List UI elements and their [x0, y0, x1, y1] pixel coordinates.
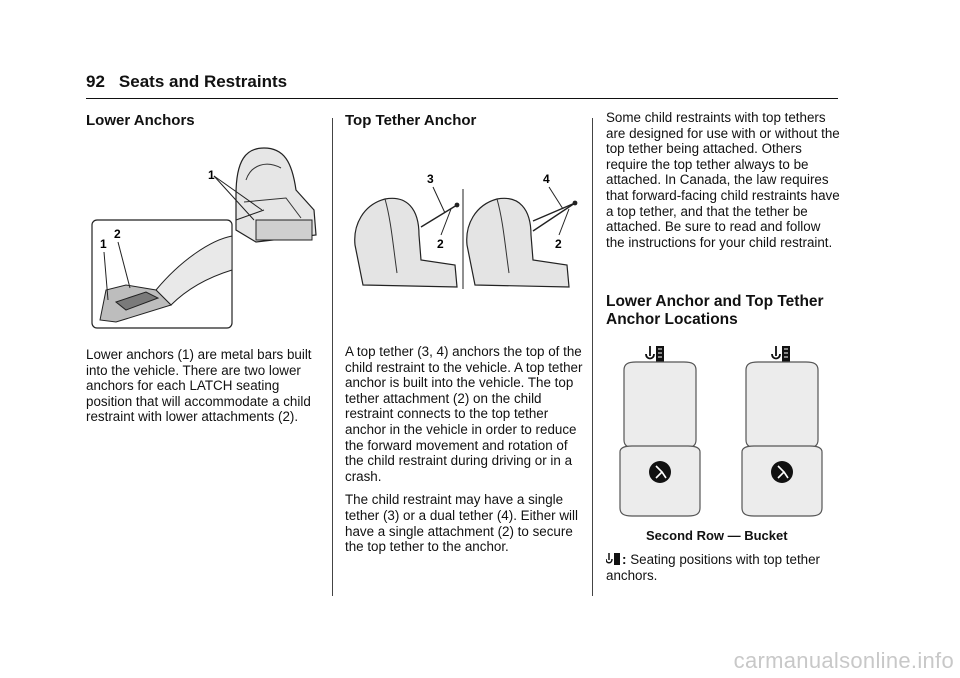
section-title: Seats and Restraints [118, 72, 288, 91]
top-tether-text [345, 344, 583, 555]
header-rule [86, 98, 838, 99]
seat-locations-diagram [612, 340, 842, 520]
tether-usage-text: Some child restraints with top tethers are designed for use with or without the top tether being attached. Others require the top tether always to be attached. In Canada, the law requires that forward-facing child restraints have a top tether, and that the tether be attached. Be sure to read and follow the instructions for your child restraint. [606, 110, 840, 250]
figure-label-3: 3 [427, 172, 434, 186]
seat-right [742, 362, 822, 516]
lower-anchors-text: Lower anchors (1) are metal bars built into the vehicle. There are two lower anchors for each LATCH seating position that will accommodate a child restraint with lower attachments (2). [86, 347, 312, 425]
tether-anchor-icon-right [772, 346, 790, 362]
top-tether-heading: Top Tether Anchor [345, 112, 477, 129]
column-divider-1 [332, 118, 333, 596]
tether-anchor-icon-left [646, 346, 664, 362]
page-number: 92 [86, 72, 105, 91]
tether-anchor-icon-legend [606, 552, 622, 566]
anchor-locations-heading: Lower Anchor and Top Tether Anchor Locations [606, 293, 824, 328]
figure-label-2-left: 2 [437, 237, 444, 251]
figure-label-1-inset: 1 [100, 237, 107, 251]
top-tether-para-2: The child restraint may have a single tether (3) or a dual tether (4). Either will have a single attachment (2) to secure the top tether to the anchor. [345, 492, 578, 555]
top-tether-para-1: A top tether (3, 4) anchors the top of the child restraint to the vehicle. A top tether anchor is built into the vehicle. The top tether attachment (2) on the child restraint connects to the top tether anchor in the vehicle in order to reduce the forward movement and rotation of the child restraint during driving or in a crash. [345, 344, 583, 484]
figure-label-4: 4 [543, 172, 550, 186]
figure-label-1-top: 1 [208, 168, 215, 182]
figure-label-2-right: 2 [555, 237, 562, 251]
seat-left [620, 362, 700, 516]
column-divider-2 [592, 118, 593, 596]
figure-label-2: 2 [114, 227, 121, 241]
watermark: carmanualsonline.info [733, 648, 954, 673]
page-header [86, 72, 287, 92]
legend [606, 552, 842, 583]
legend-text: Seating positions with top tether anchors. [606, 552, 821, 583]
lower-anchors-illustration [86, 140, 326, 335]
top-tether-illustration [345, 165, 585, 295]
legend-separator: : [622, 552, 627, 567]
lower-anchors-heading: Lower Anchors [86, 112, 195, 129]
figure-caption: Second Row — Bucket [646, 528, 788, 543]
